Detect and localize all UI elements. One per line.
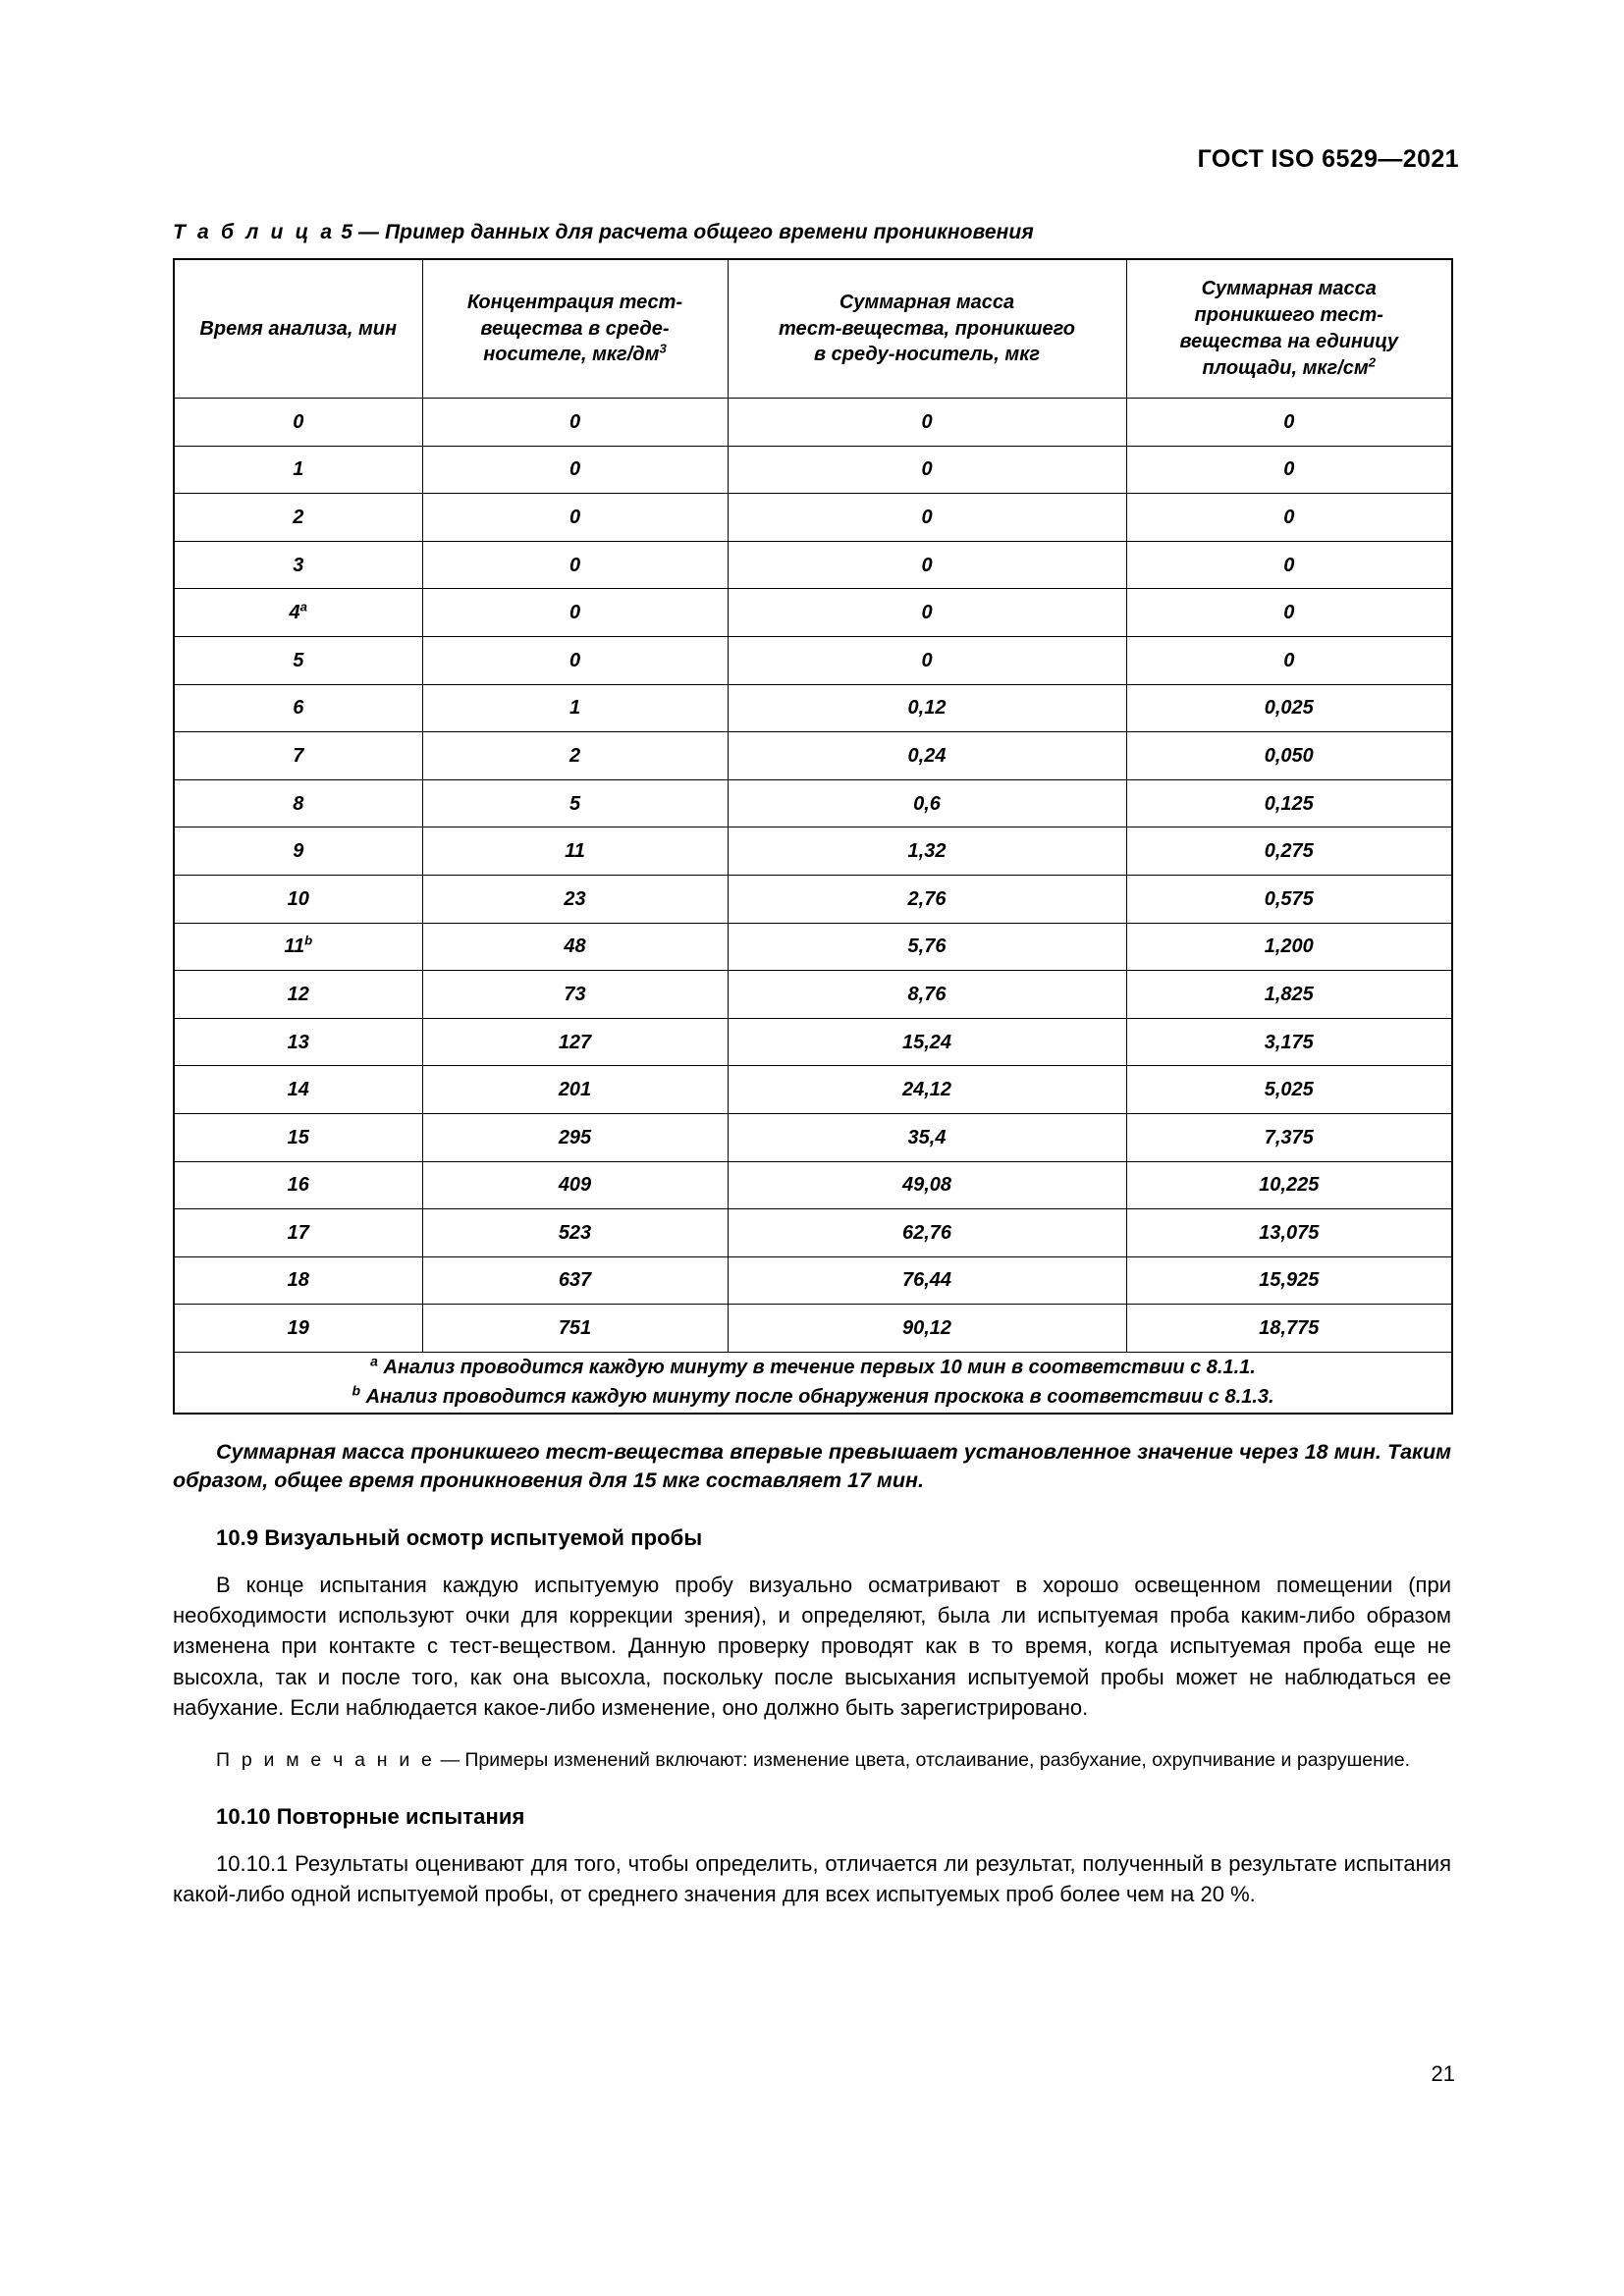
cell-time: 18	[174, 1256, 422, 1305]
cell-concentration: 0	[422, 399, 728, 447]
cell-total-mass: 35,4	[728, 1113, 1126, 1161]
cell-mass-per-area: 3,175	[1126, 1018, 1452, 1066]
section-heading-10-9: 10.9 Визуальный осмотр испытуемой пробы	[216, 1524, 703, 1550]
cell-mass-per-area: 0,050	[1126, 732, 1452, 780]
cell-concentration: 637	[422, 1256, 728, 1305]
footnote-b	[175, 1382, 1451, 1412]
cell-concentration: 409	[422, 1161, 728, 1209]
footnote-a-text: Анализ проводится каждую минуту в течение первых 10 мин в соответствии с 8.1.1.	[383, 1356, 1256, 1378]
cell-total-mass: 62,76	[728, 1209, 1126, 1257]
cell-concentration: 0	[422, 446, 728, 494]
paragraph-10-10-1: 10.10.1 Результаты оценивают для того, чтобы определить, отличается ли результат, полученный в результате испытания какой-либо одной испытуемой пробы, от среднего значения для всех испытуемых проб более чем на 20 %.	[173, 1850, 1451, 1907]
table-caption	[173, 221, 1451, 244]
footnote-a-mark: a	[370, 1353, 378, 1369]
cell-concentration: 11	[422, 828, 728, 876]
cell-mass-per-area: 0,275	[1126, 828, 1452, 876]
table-header	[174, 259, 1452, 399]
table-row	[174, 779, 1452, 828]
column-header-total-mass: Суммарная масса тест-вещества, проникшего в среду-носитель, мкг	[728, 259, 1126, 399]
column-header-mass-per-area: Суммарная масса проникшего тест- вещества на единицу площади, мкг/$см^2$	[1126, 259, 1452, 399]
table-footnote-row	[174, 1352, 1452, 1413]
table-footnote-cell	[174, 1352, 1452, 1413]
cell-time: 3	[174, 541, 422, 589]
footnote-a	[175, 1353, 1451, 1382]
cell-concentration: 0	[422, 494, 728, 542]
page-number: 21	[1431, 2061, 1455, 2086]
cell-total-mass: 15,24	[728, 1018, 1126, 1066]
cell-total-mass: 0	[728, 541, 1126, 589]
cell-total-mass: 0	[728, 446, 1126, 494]
cell-concentration: 73	[422, 971, 728, 1019]
table-row	[174, 1256, 1452, 1305]
note-primechanie	[173, 1747, 1451, 1775]
cell-time: 8	[174, 779, 422, 828]
cell-mass-per-area: 1,200	[1126, 923, 1452, 971]
footnote-b-mark: b	[352, 1382, 361, 1399]
cell-total-mass: 0,6	[728, 779, 1126, 828]
footnote-b-text: Анализ проводится каждую минуту после обнаружения проскока в соответствии с 8.1.3.	[365, 1386, 1274, 1409]
table-row	[174, 636, 1452, 684]
cell-total-mass: 0	[728, 636, 1126, 684]
table-caption-label: Т а б л и ц а	[173, 221, 336, 243]
cell-time: 17	[174, 1209, 422, 1257]
cell-mass-per-area: 0	[1126, 636, 1452, 684]
cell-concentration: 127	[422, 1018, 728, 1066]
cell-time: 9	[174, 828, 422, 876]
note-text: — Примеры изменений включают: изменение цвета, отслаивание, разбухание, охрупчивание и разрушение.	[440, 1749, 1411, 1772]
cell-total-mass: 5,76	[728, 923, 1126, 971]
table-row	[174, 1305, 1452, 1353]
cell-mass-per-area: 0	[1126, 541, 1452, 589]
cell-time: 5	[174, 636, 422, 684]
summary-bold-note: Суммарная масса проникшего тест-вещества впервые превышает установленное значение через 18 мин. Таким образом, общее время проникновения для 15 мкг составляет 17 мин.	[173, 1439, 1451, 1493]
table-row	[174, 684, 1452, 732]
section-heading-10-10: 10.10 Повторные испытания	[216, 1803, 525, 1829]
cell-total-mass: 0,24	[728, 732, 1126, 780]
cell-time: 4$^a$	[174, 589, 422, 637]
table-row	[174, 1209, 1452, 1257]
cell-total-mass: 90,12	[728, 1305, 1126, 1353]
cell-concentration: 23	[422, 875, 728, 923]
cell-mass-per-area: 0	[1126, 399, 1452, 447]
cell-concentration: 1	[422, 684, 728, 732]
cell-time: 19	[174, 1305, 422, 1353]
table-row	[174, 1066, 1452, 1114]
cell-concentration: 0	[422, 541, 728, 589]
cell-mass-per-area: 18,775	[1126, 1305, 1452, 1353]
document-header-standard-title: ГОСТ ISO 6529—2021	[1197, 145, 1459, 173]
cell-total-mass: 24,12	[728, 1066, 1126, 1114]
cell-mass-per-area: 13,075	[1126, 1209, 1452, 1257]
note-label: П р и м е ч а н и е	[216, 1749, 436, 1772]
cell-time-footnote-mark: b	[304, 933, 313, 948]
cell-mass-per-area: 5,025	[1126, 1066, 1452, 1114]
cell-time: 2	[174, 494, 422, 542]
cell-concentration: 751	[422, 1305, 728, 1353]
cell-concentration: 0	[422, 636, 728, 684]
table-row	[174, 589, 1452, 637]
table-caption-text: — Пример данных для расчета общего времени проникновения	[357, 221, 1034, 243]
cell-mass-per-area: 0	[1126, 589, 1452, 637]
cell-concentration: 5	[422, 779, 728, 828]
page-content	[173, 0, 1451, 1909]
cell-concentration: 0	[422, 589, 728, 637]
cell-mass-per-area: 15,925	[1126, 1256, 1452, 1305]
table-row	[174, 732, 1452, 780]
table-row	[174, 446, 1452, 494]
cell-mass-per-area: 0,025	[1126, 684, 1452, 732]
cell-time: 7	[174, 732, 422, 780]
column-header-time	[174, 259, 422, 399]
cell-time: 15	[174, 1113, 422, 1161]
cell-time-footnote-mark: a	[299, 599, 307, 614]
table-row	[174, 1113, 1452, 1161]
table-row	[174, 828, 1452, 876]
cell-time: 14	[174, 1066, 422, 1114]
cell-time: 0	[174, 399, 422, 447]
table-row	[174, 494, 1452, 542]
cell-time: 16	[174, 1161, 422, 1209]
cell-time: 12	[174, 971, 422, 1019]
table-row	[174, 1018, 1452, 1066]
paragraph-10-9: В конце испытания каждую испытуемую пробу визуально осматривают в хорошо освещенном помещении (при необходимости используют очки для коррекции зрения), и определяют, была ли испытуемая проба каким-либо образом изменена при контакте с тест-веществом. Данную проверку проводят как в то время, когда испытуемая проба еще не высохла, так и после того, как она высохла, поскольку после высыхания испытуемой пробы может не наблюдаться ее набухание. Если наблюдается какое-либо изменение, оно должно быть зарегистрировано.	[173, 1572, 1451, 1720]
permeation-data-table	[173, 258, 1453, 1415]
cell-time: 13	[174, 1018, 422, 1066]
cell-total-mass: 2,76	[728, 875, 1126, 923]
cell-mass-per-area: 1,825	[1126, 971, 1452, 1019]
table-row	[174, 541, 1452, 589]
column-header-concentration: Концентрация тест- вещества в среде- носителе, мкг/$дм^3$	[422, 259, 728, 399]
cell-concentration: 2	[422, 732, 728, 780]
cell-concentration: 523	[422, 1209, 728, 1257]
cell-total-mass: 49,08	[728, 1161, 1126, 1209]
cell-mass-per-area: 10,225	[1126, 1161, 1452, 1209]
table-row	[174, 875, 1452, 923]
cell-time: 1	[174, 446, 422, 494]
cell-time: 10	[174, 875, 422, 923]
cell-total-mass: 8,76	[728, 971, 1126, 1019]
cell-mass-per-area: 0	[1126, 494, 1452, 542]
cell-total-mass: 1,32	[728, 828, 1126, 876]
table-row	[174, 971, 1452, 1019]
cell-total-mass: 0,12	[728, 684, 1126, 732]
table-header-row	[174, 259, 1452, 399]
cell-mass-per-area: 7,375	[1126, 1113, 1452, 1161]
table-caption-number: 5	[341, 221, 352, 243]
cell-concentration: 295	[422, 1113, 728, 1161]
cell-mass-per-area: 0	[1126, 446, 1452, 494]
table-row	[174, 923, 1452, 971]
table-row	[174, 1161, 1452, 1209]
cell-time: 6	[174, 684, 422, 732]
table-body	[174, 399, 1452, 1353]
column-header-time-label: Время анализа, мин	[199, 317, 398, 340]
cell-total-mass: 0	[728, 589, 1126, 637]
cell-total-mass: 0	[728, 399, 1126, 447]
cell-mass-per-area: 0,125	[1126, 779, 1452, 828]
cell-time: 11$^b$	[174, 923, 422, 971]
cell-total-mass: 0	[728, 494, 1126, 542]
cell-mass-per-area: 0,575	[1126, 875, 1452, 923]
table-footnotes	[174, 1352, 1452, 1413]
cell-concentration: 201	[422, 1066, 728, 1114]
table-row	[174, 399, 1452, 447]
cell-concentration: 48	[422, 923, 728, 971]
cell-total-mass: 76,44	[728, 1256, 1126, 1305]
